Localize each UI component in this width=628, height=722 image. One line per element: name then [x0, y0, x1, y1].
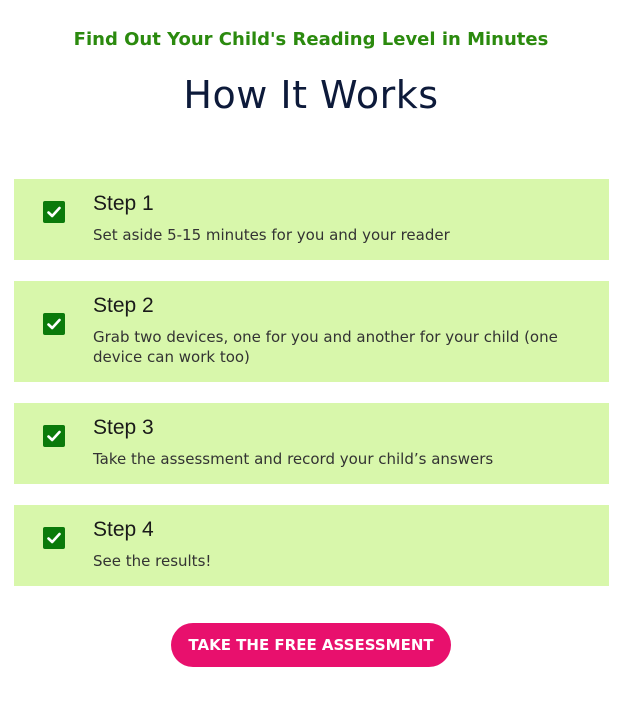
step-card-2: [14, 281, 609, 382]
take-assessment-button[interactable]: TAKE THE FREE ASSESSMENT: [171, 623, 451, 667]
checkbox-checked-icon: [43, 313, 65, 335]
step-title: Step 4: [93, 518, 154, 541]
kicker-heading: Find Out Your Child's Reading Level in Minutes: [73, 29, 549, 50]
step-title: Step 3: [93, 416, 154, 439]
steps-list: [14, 179, 609, 607]
step-card-4: [14, 505, 609, 586]
step-description: Grab two devices, one for you and another for your child (one device can work too): [93, 328, 558, 366]
checkbox-checked-icon: [43, 425, 65, 447]
page-title: How It Works: [183, 73, 439, 117]
checkbox-checked-icon: [43, 527, 65, 549]
step-card-3: [14, 403, 609, 484]
step-title: Step 2: [93, 294, 154, 317]
step-description: Set aside 5-15 minutes for you and your reader: [93, 226, 450, 244]
step-title: Step 1: [93, 192, 154, 215]
checkbox-checked-icon: [43, 201, 65, 223]
step-description: Take the assessment and record your child’s answers: [93, 450, 494, 468]
step-description: See the results!: [93, 552, 212, 570]
step-card-1: [14, 179, 609, 260]
